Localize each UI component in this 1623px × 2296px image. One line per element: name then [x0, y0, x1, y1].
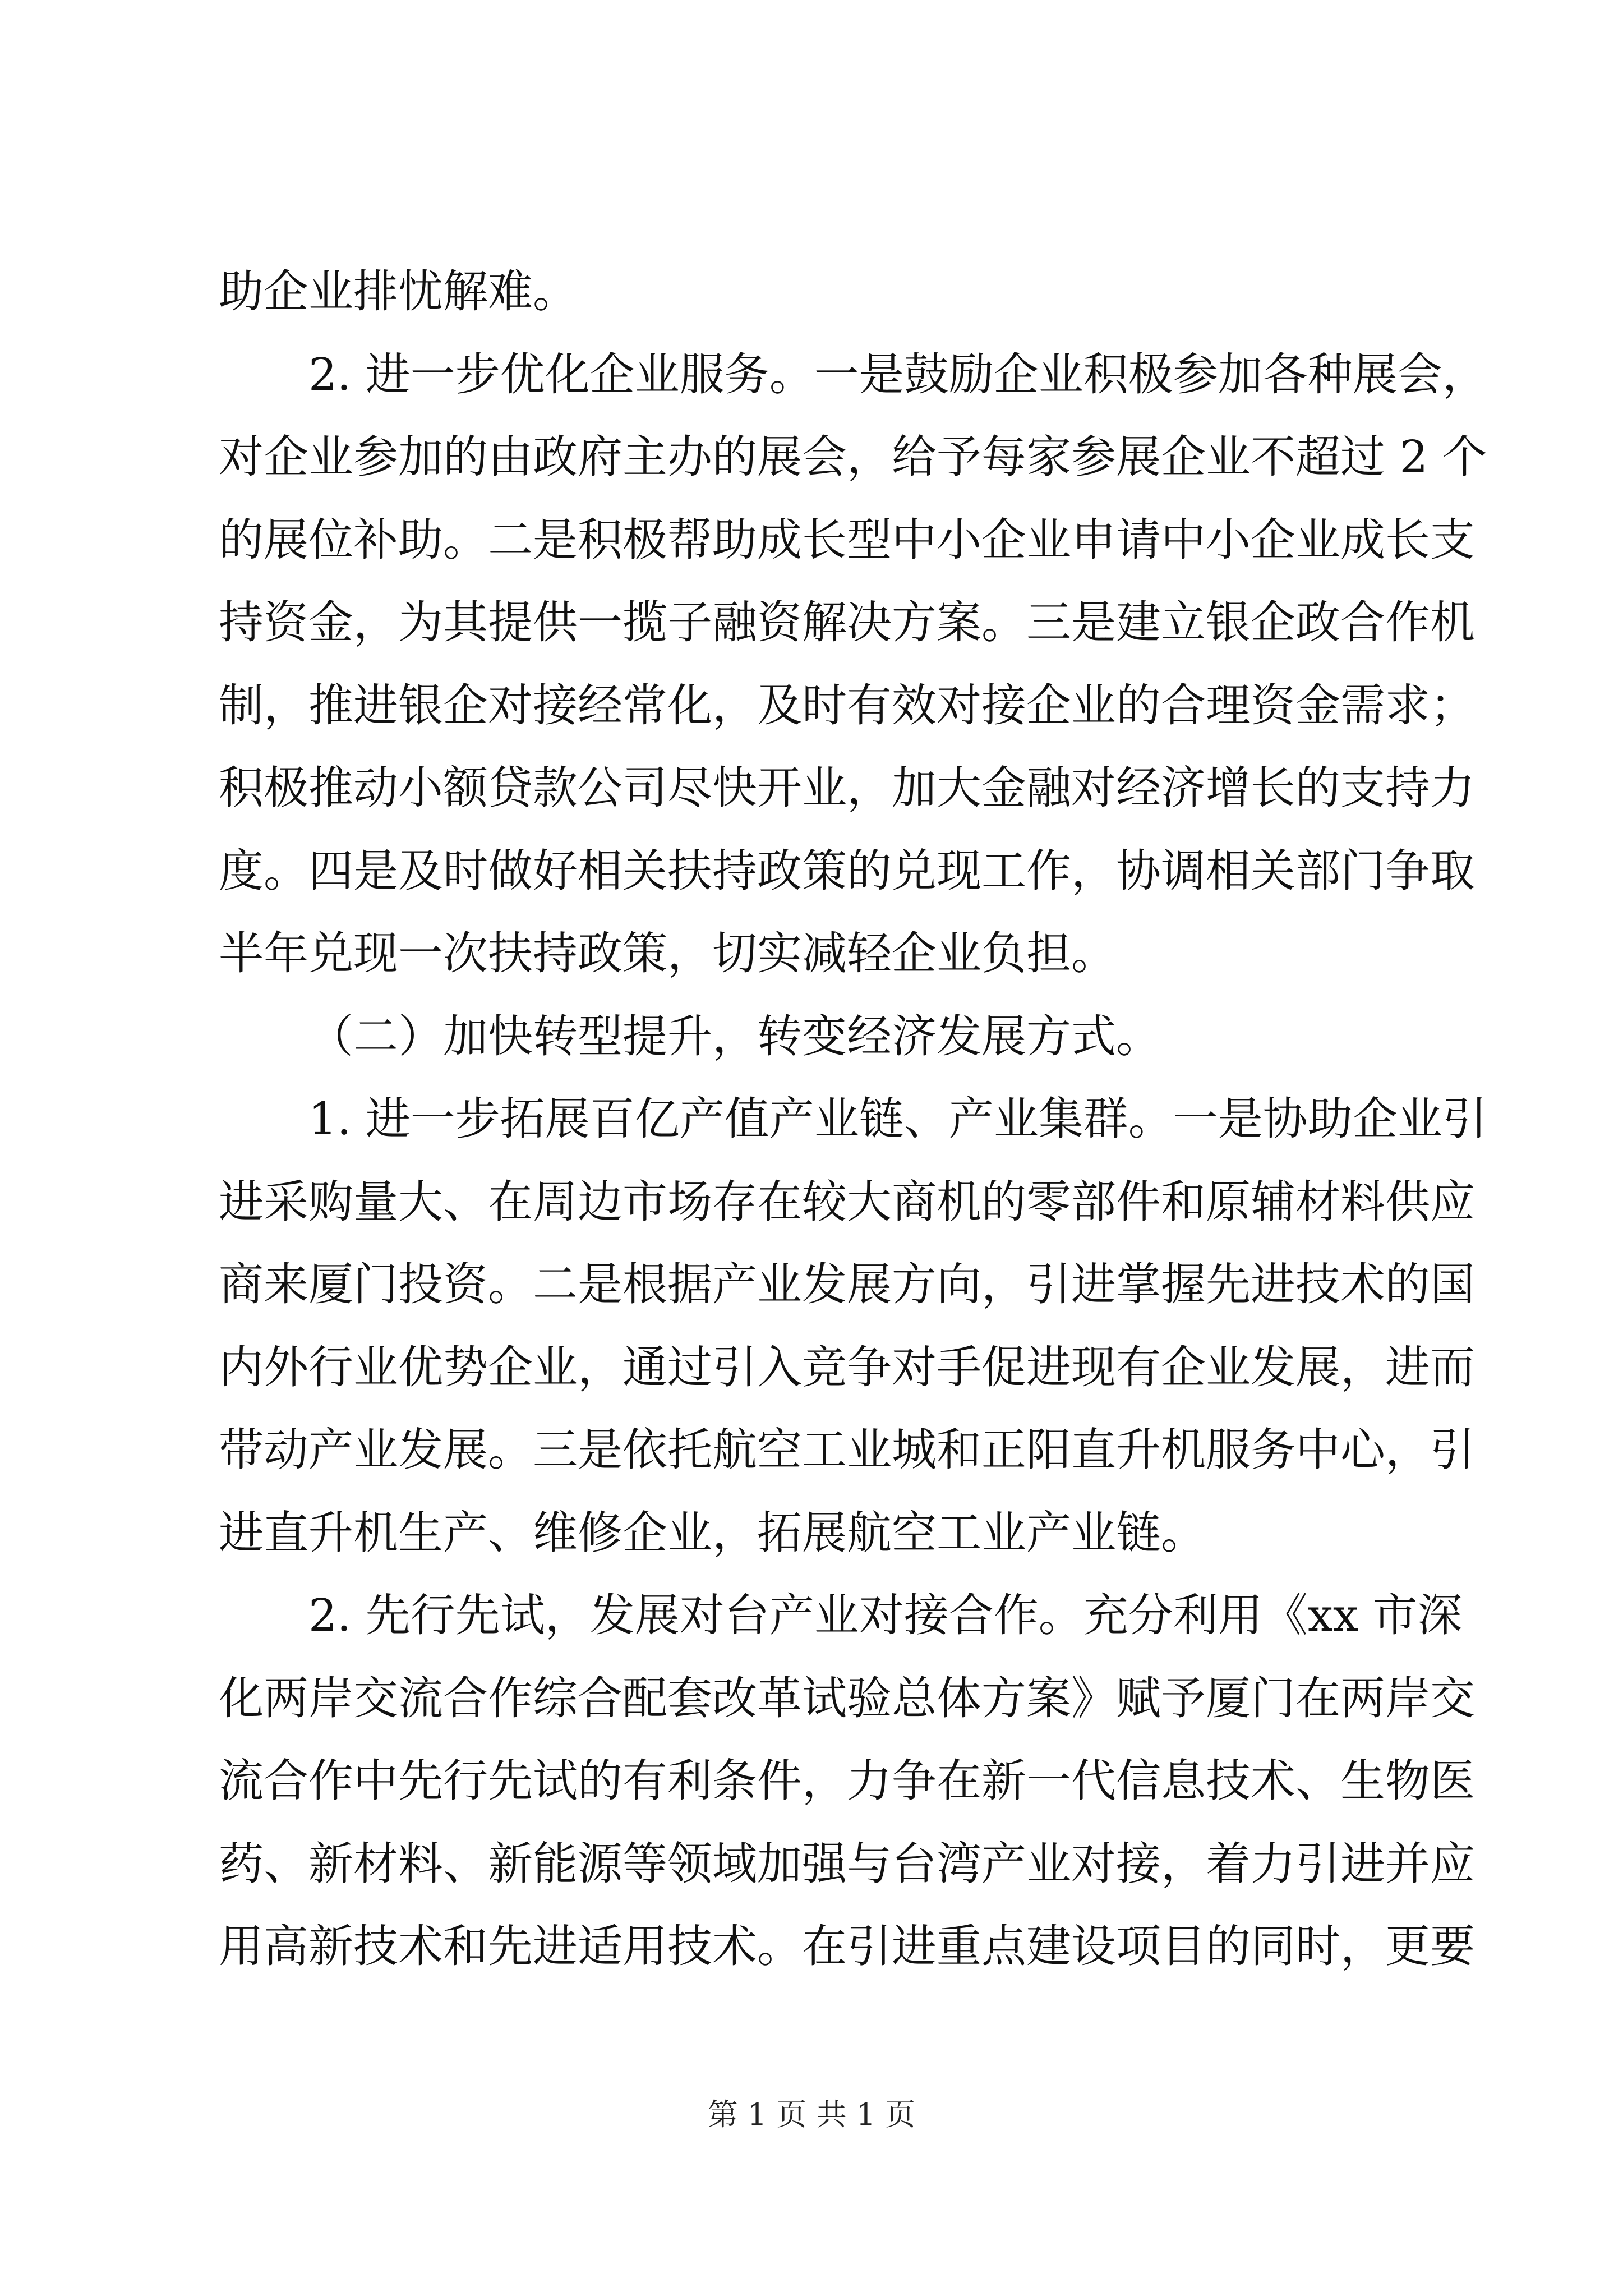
text-line: 半年兑现一次扶持政策，切实减轻企业负担。 — [219, 927, 1116, 979]
text-line: 进采购量大、在周边市场存在较大商机的零部件和原辅材料供应 — [219, 1176, 1475, 1228]
text-line: 度。四是及时做好相关扶持政策的兑现工作，协调相关部门争取 — [219, 845, 1475, 897]
text-line: 化两岸交流合作综合配套改革试验总体方案》赋予厦门在两岸交 — [219, 1672, 1475, 1724]
text-line: 持资金，为其提供一揽子融资解决方案。三是建立银企政合作机 — [219, 596, 1475, 648]
text-line: 制，推进银企对接经常化，及时有效对接企业的合理资金需求； — [219, 679, 1475, 731]
text-line: 流合作中先行先试的有利条件，力争在新一代信息技术、生物医 — [219, 1755, 1475, 1807]
text-line: 带动产业发展。三是依托航空工业城和正阳直升机服务中心，引 — [219, 1424, 1475, 1476]
text-line: 积极推动小额贷款公司尽快开业，加大金融对经济增长的支持力 — [219, 762, 1475, 814]
text-line: 商来厦门投资。二是根据产业发展方向，引进掌握先进技术的国 — [219, 1258, 1475, 1310]
text-line: 内外行业优势企业，通过引入竞争对手促进现有企业发展，进而 — [219, 1341, 1475, 1393]
text-line: 进直升机生产、维修企业，拓展航空工业产业链。 — [219, 1507, 1206, 1559]
text-line: （二）加快转型提升，转变经济发展方式。 — [308, 1010, 1161, 1062]
text-line: 助企业排忧解难。 — [219, 265, 578, 318]
text-line: 用高新技术和先进适用技术。在引进重点建设项目的同时，更要 — [219, 1920, 1475, 1972]
text-line: 对企业参加的由政府主办的展会，给予每家参展企业不超过 2 个 — [219, 431, 1487, 483]
page-footer: 第 1 页 共 1 页 — [707, 2097, 916, 2132]
text-line: 的展位补助。二是积极帮助成长型中小企业申请中小企业成长支 — [219, 514, 1475, 566]
text-line: 1. 进一步拓展百亿产值产业链、产业集群。一是协助企业引 — [308, 1093, 1487, 1145]
text-line: 2. 进一步优化企业服务。一是鼓励企业积极参加各种展会， — [308, 348, 1487, 401]
text-line: 药、新材料、新能源等领域加强与台湾产业对接，着力引进并应 — [219, 1838, 1475, 1890]
text-line: 2. 先行先试，发展对台产业对接合作。充分利用《xx 市深 — [308, 1589, 1463, 1641]
